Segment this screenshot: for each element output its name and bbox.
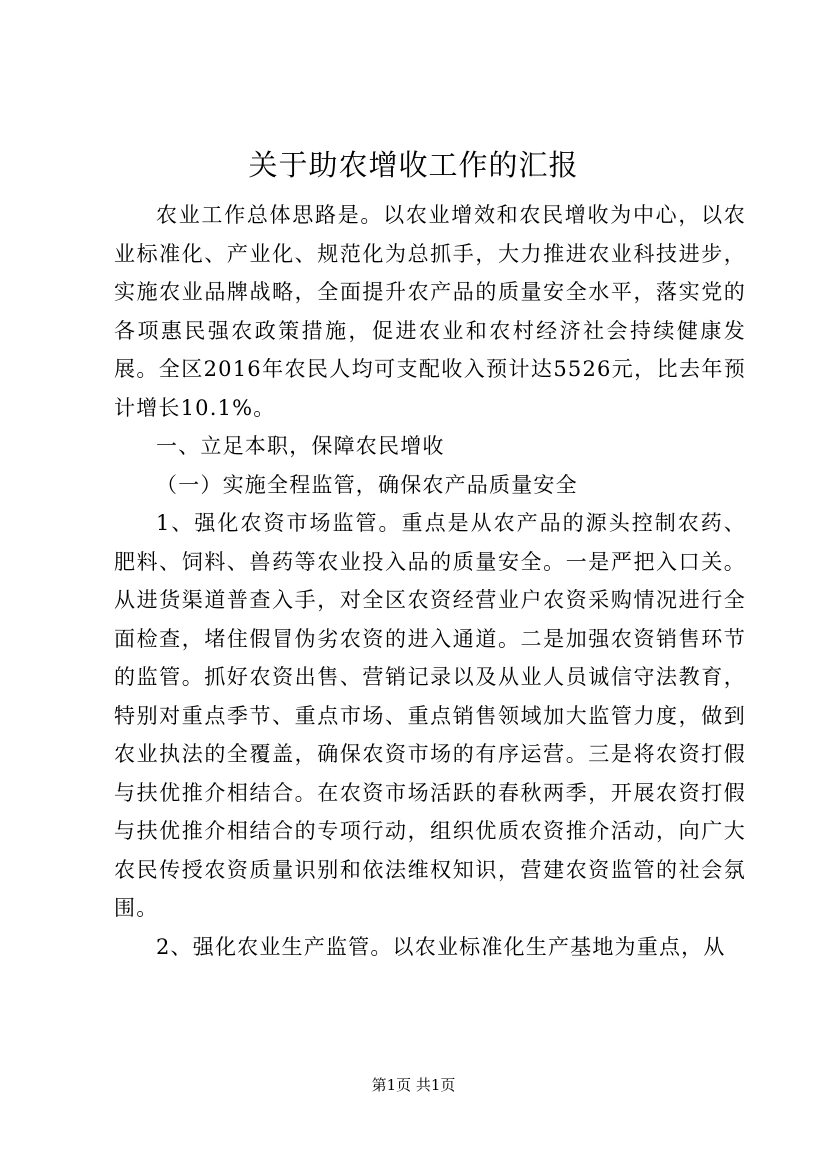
page-number-footer: 第1页 共1页 (371, 1076, 456, 1094)
document-body (114, 196, 746, 966)
document-title: 关于助农增收工作的汇报 (248, 148, 579, 182)
subsection-heading-1: （一）实施全程监管，确保农产品质量安全 (156, 472, 578, 497)
paragraph-production-supervision: 2、强化农业生产监管。以农业标准化生产基地为重点，从 (156, 934, 726, 959)
paragraph-overview: 农业工作总体思路是。以农业增效和农民增收为中心，以农业标准化、产业化、规范化为总抓手，大力推进农业科技进步，实施农业品牌战略，全面提升农产品的质量安全水平，落实党的各项惠民强农政策措施，促进农业和农村经济社会持续健康发展。全区2016年农民人均可支配收入预计达5526元，比去年预计增长10.1%。 (114, 203, 746, 420)
paragraph-market-supervision: 1、强化农资市场监管。重点是从农产品的源头控制农药、肥料、饲料、兽药等农业投入品的质量安全。一是严把入口关。从进货渠道普查入手，对全区农资经营业户农资采购情况进行全面检查，堵住假冒伪劣农资的进入通道。二是加强农资销售环节的监管。抓好农资出售、营销记录以及从业人员诚信守法教育，特别对重点季节、重点市场、重点销售领域加大监管力度，做到农业执法的全覆盖，确保农资市场的有序运营。三是将农资打假与扶优推介相结合。在农资市场活跃的春秋两季，开展农资打假与扶优推介相结合的专项行动，组织优质农资推介活动，向广大农民传授农资质量识别和依法维权知识，营建农资监管的社会氛围。 (114, 511, 746, 920)
section-heading-1: 一、立足本职，保障农民增收 (156, 434, 445, 458)
